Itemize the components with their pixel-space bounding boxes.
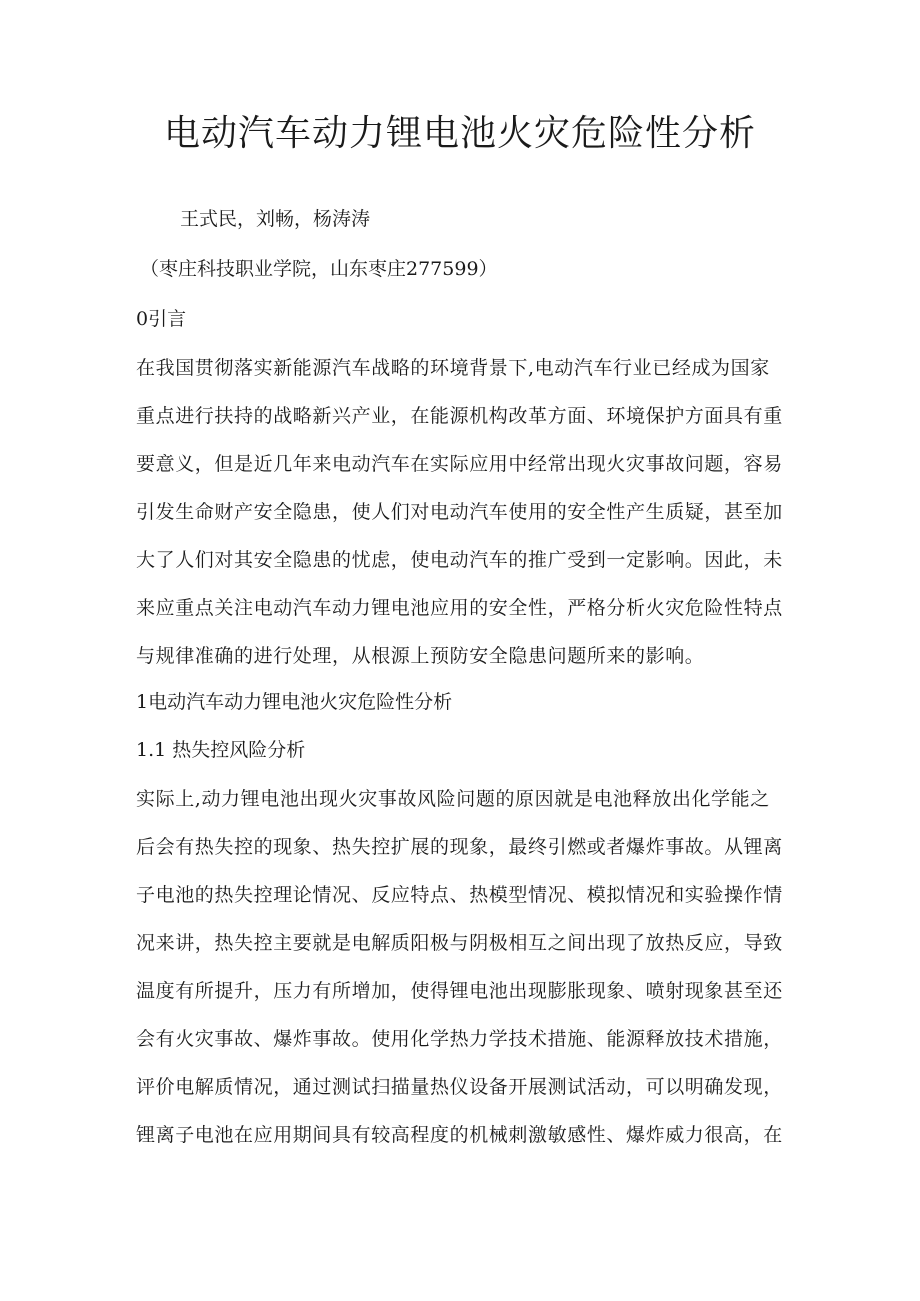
text-line: 引发生命财产安全隐患，使人们对电动汽车使用的安全性产生质疑，甚至加 — [136, 501, 783, 523]
text-line: 与规律准确的进行处理，从根源上预防安全隐患问题所来的影响。 — [136, 645, 705, 667]
text-line: 温度有所提升，压力有所增加，使得锂电池出现膨胀现象、喷射现象甚至还 — [136, 980, 783, 1002]
introduction-paragraph — [136, 355, 796, 691]
text-line: 锂离子电池在应用期间具有较高程度的机械刺激敏感性、爆炸威力很高，在 — [136, 1124, 783, 1146]
section-heading-1: 1电动汽车动力锂电池火灾危险性分析 — [136, 691, 453, 713]
text-line: 在我国贯彻落实新能源汽车战略的环境背景下,电动汽车行业已经成为国家 — [136, 357, 770, 379]
text-line: 评价电解质情况，通过测试扫描量热仪设备开展测试活动，可以明确发现， — [136, 1076, 783, 1098]
text-line: 大了人们对其安全隐患的忧虑，使电动汽车的推广受到一定影响。因此，未 — [136, 549, 783, 571]
section-heading-introduction: 0引言 — [136, 308, 187, 330]
text-line: 会有火灾事故、爆炸事故。使用化学热力学技术措施、能源释放技术措施， — [136, 1028, 783, 1050]
text-line: 重点进行扶持的战略新兴产业，在能源机构改革方面、环境保护方面具有重 — [136, 405, 783, 427]
text-line: 要意义，但是近几年来电动汽车在实际应用中经常出现火灾事故问题，容易 — [136, 453, 783, 475]
text-line: 后会有热失控的现象、热失控扩展的现象，最终引燃或者爆炸事故。从锂离 — [136, 836, 783, 858]
text-line: 况来讲，热失控主要就是电解质阳极与阴极相互之间出现了放热反应，导致 — [136, 932, 783, 954]
author-list: 王式民，刘畅，杨涛涛 — [180, 208, 371, 230]
text-line: 实际上,动力锂电池出现火灾事故风险问题的原因就是电池释放出化学能之 — [136, 788, 770, 810]
body-paragraph — [136, 786, 796, 1170]
author-affiliation: （枣庄科技职业学院，山东枣庄277599） — [140, 258, 498, 280]
text-line: 来应重点关注电动汽车动力锂电池应用的安全性，严格分析火灾危险性特点 — [136, 597, 783, 619]
text-line: 子电池的热失控理论情况、反应特点、热模型情况、模拟情况和实验操作情 — [136, 884, 783, 906]
paper-title: 电动汽车动力锂电池火灾危险性分析 — [163, 113, 756, 154]
subsection-heading-1-1: 1.1 热失控风险分析 — [136, 739, 306, 761]
